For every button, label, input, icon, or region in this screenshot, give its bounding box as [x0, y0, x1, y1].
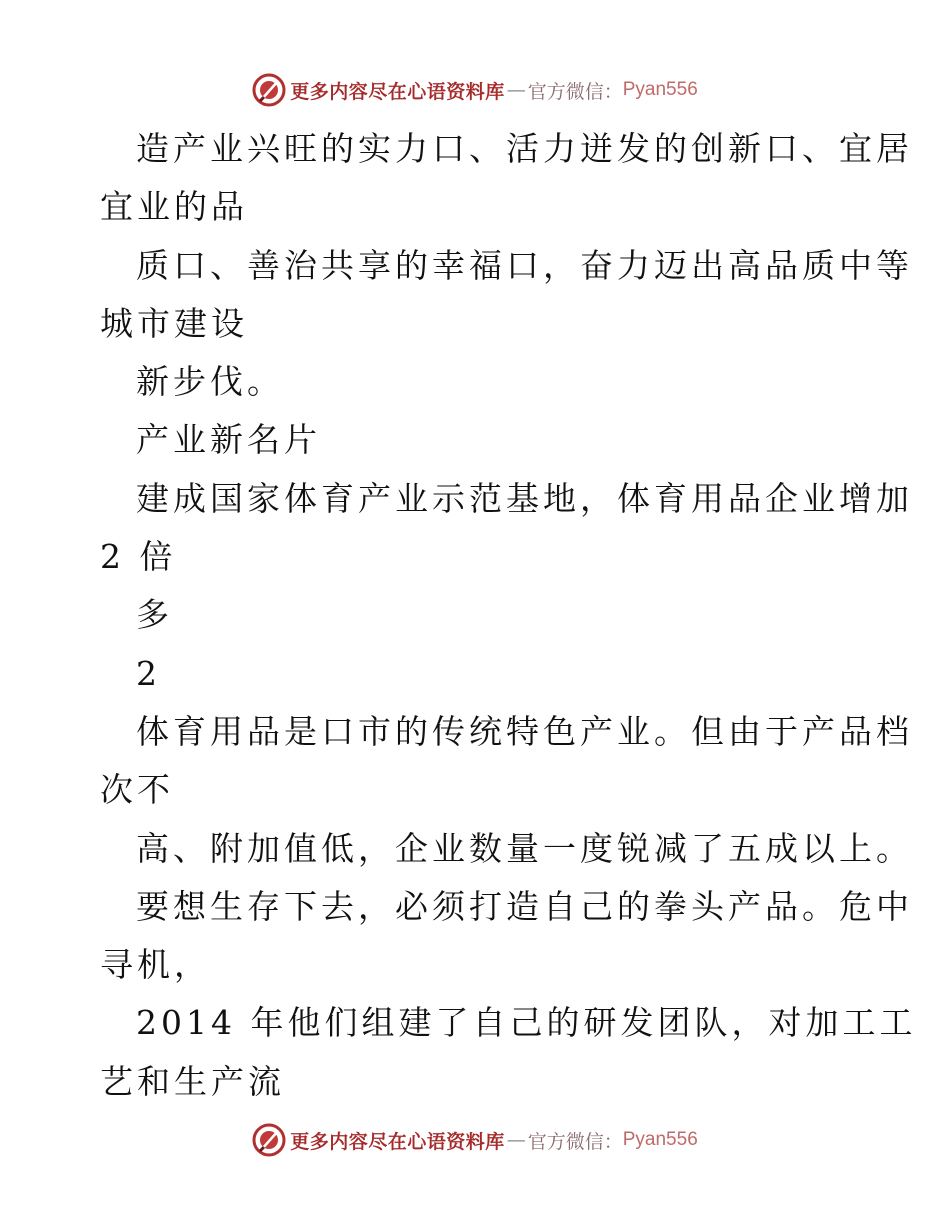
footer-banner	[0, 1120, 950, 1160]
text-line: 新步伐。	[136, 362, 284, 402]
header-title: 更多内容尽在心语资料库	[290, 80, 505, 103]
header-separator: —	[506, 79, 526, 101]
footer-wechat-label: 官方微信：	[527, 1130, 623, 1153]
text-line: 2 倍	[100, 537, 177, 577]
header-banner	[0, 70, 950, 110]
text-line: 宜业的品	[100, 187, 248, 227]
document-body	[100, 120, 917, 1111]
text-line: 2014 年他们组建了自己的研发团队，对加工工	[136, 1003, 917, 1043]
header-wechat-id: Pyan556	[622, 79, 698, 100]
text-line: 建成国家体育产业示范基地，体育用品企业增加	[136, 478, 913, 518]
text-line: 寻机，	[100, 945, 211, 985]
section-heading: 产业新名片	[136, 420, 321, 460]
text-line: 质口、善治共享的幸福口，奋力迈出高品质中等	[136, 245, 913, 285]
text-line: 要想生存下去，必须打造自己的拳头产品。危中	[136, 886, 913, 926]
text-line: 2	[136, 653, 161, 693]
pen-logo-icon	[252, 73, 286, 107]
footer-wechat-id: Pyan556	[622, 1129, 698, 1150]
pen-logo-icon	[252, 1123, 286, 1157]
text-line: 体育用品是口市的传统特色产业。但由于产品档	[136, 711, 913, 751]
text-line: 艺和生产流	[100, 1061, 285, 1101]
footer-separator: —	[506, 1129, 526, 1151]
footer-title: 更多内容尽在心语资料库	[290, 1130, 505, 1153]
header-wechat-label: 官方微信：	[527, 80, 623, 103]
text-line: 高、附加值低，企业数量一度锐减了五成以上。	[136, 828, 913, 868]
text-line: 多	[136, 595, 173, 635]
text-line: 造产业兴旺的实力口、活力迸发的创新口、宜居	[136, 129, 913, 168]
text-line: 城市建设	[100, 303, 248, 343]
text-line: 次不	[100, 770, 174, 810]
